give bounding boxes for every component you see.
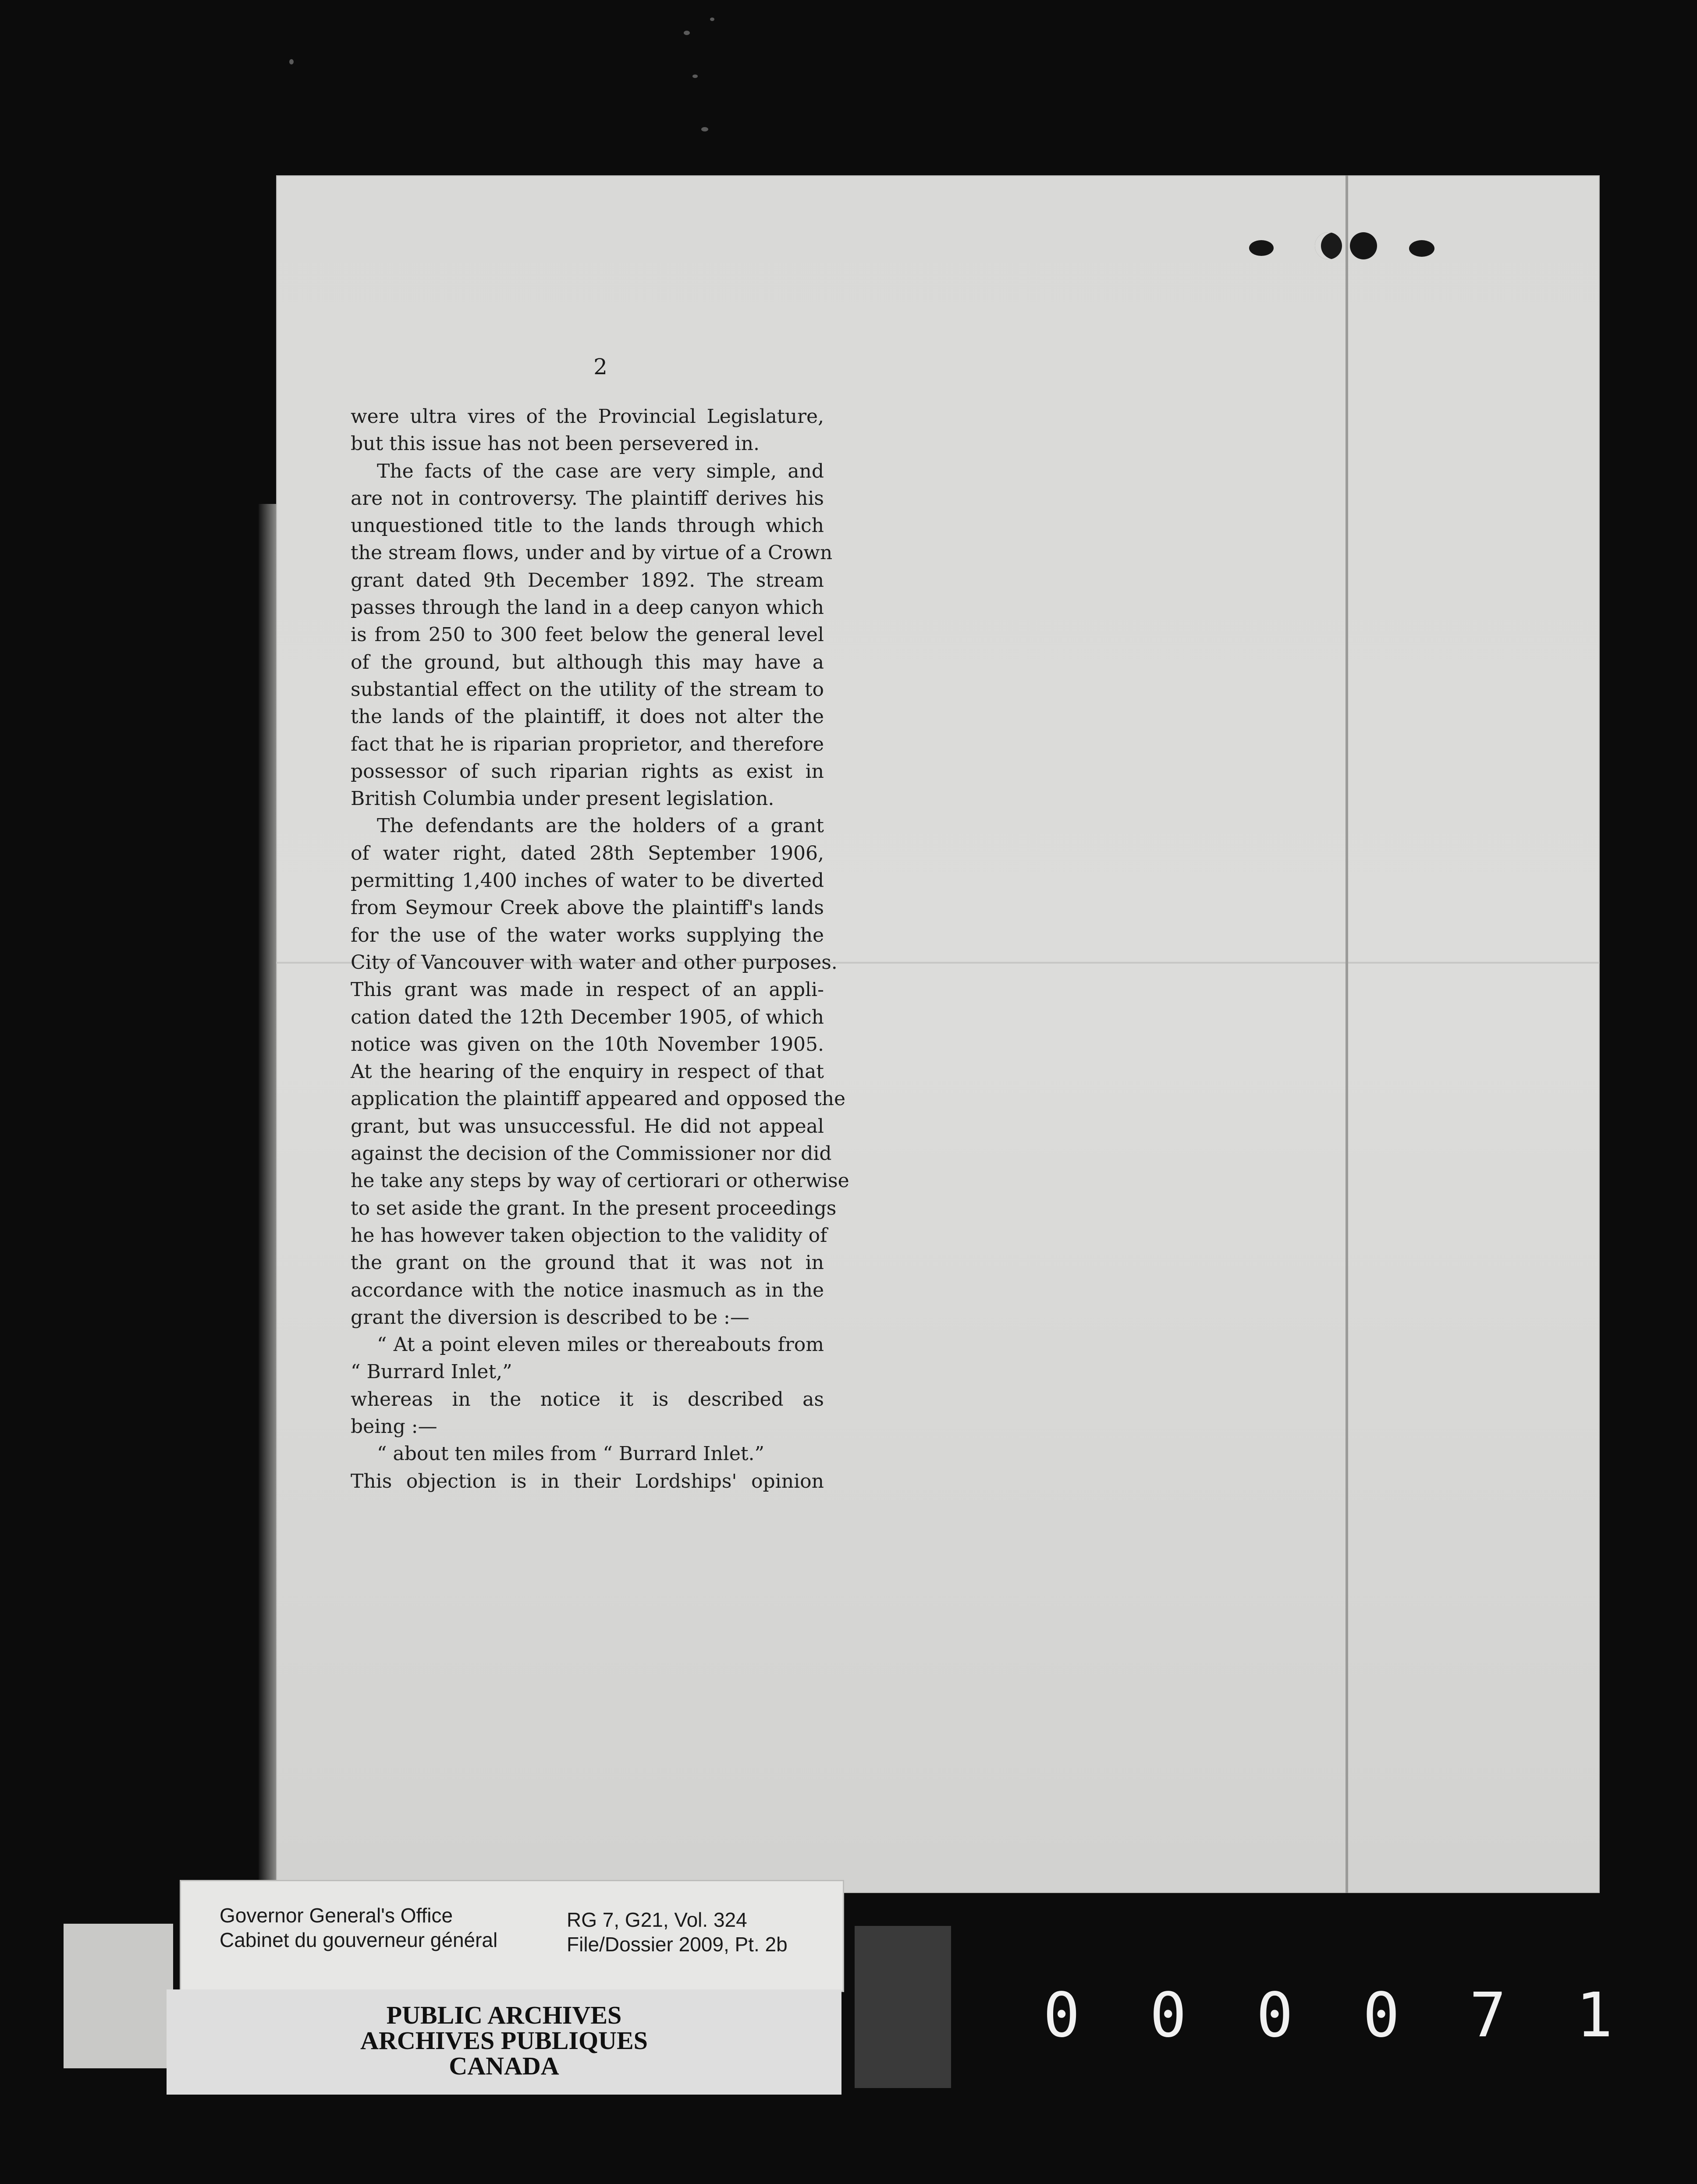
text-line: grant, but was unsuccessful. He did not appeal xyxy=(351,1115,824,1138)
file-number: File/Dossier 2009, Pt. 2b xyxy=(567,1933,788,1956)
film-leader-tab xyxy=(855,1926,951,2088)
archive-label-card xyxy=(180,1880,844,1992)
text-line: unquestioned title to the lands through which xyxy=(351,514,824,537)
text-line: of water right, dated 28th September 1906, xyxy=(351,842,824,865)
frame-digit: 0 xyxy=(1150,1980,1187,2051)
film-speck xyxy=(692,74,698,78)
text-line: substantial effect on the utility of the stream to xyxy=(351,678,824,701)
punch-hole xyxy=(1409,240,1434,257)
text-line: cation dated the 12th December 1905, of which xyxy=(351,1006,824,1028)
archives-stamp xyxy=(167,1989,841,2095)
text-line: the stream flows, under and by virtue of a Crown xyxy=(351,542,833,564)
text-line: to set aside the grant. In the present proceedings xyxy=(351,1197,837,1220)
text-line: he take any steps by way of certiorari or otherwise xyxy=(351,1170,849,1192)
text-line: the lands of the plaintiff, it does not alter the xyxy=(351,706,824,728)
archives-stamp-text xyxy=(167,2003,841,2079)
page-number: 2 xyxy=(593,354,607,379)
punch-hole xyxy=(1350,232,1377,259)
text-line: grant the diversion is described to be :— xyxy=(351,1306,749,1329)
text-line: from Seymour Creek above the plaintiff's lands xyxy=(351,897,824,919)
text-line: he has however taken objection to the validity of xyxy=(351,1224,827,1247)
text-line: “ about ten miles from “ Burrard Inlet.” xyxy=(377,1443,765,1465)
text-line: British Columbia under present legislation. xyxy=(351,787,774,810)
text-line: This objection is in their Lordships' opinion xyxy=(351,1470,824,1493)
text-line: are not in controversy. The plaintiff derives his xyxy=(351,487,824,510)
text-line: application the plaintiff appeared and opposed the xyxy=(351,1088,846,1110)
paper-edge-shadow xyxy=(259,504,276,1893)
film-speck xyxy=(684,31,690,35)
text-line: “ At a point eleven miles or thereabouts from xyxy=(377,1333,824,1356)
archives-line-country: CANADA xyxy=(449,2052,559,2080)
punch-hole xyxy=(1315,232,1342,259)
frame-digit: 0 xyxy=(1256,1980,1293,2051)
text-line: accordance with the notice inasmuch as in the xyxy=(351,1279,824,1301)
text-line: the grant on the ground that it was not in xyxy=(351,1252,824,1274)
film-speck xyxy=(289,59,294,64)
text-line: The facts of the case are very simple, and xyxy=(377,460,824,482)
text-line: fact that he is riparian proprietor, and therefore xyxy=(351,733,824,755)
office-name xyxy=(220,1903,497,1952)
text-line: of the ground, but although this may have a xyxy=(351,651,824,674)
text-line: City of Vancouver with water and other purposes. xyxy=(351,951,838,974)
text-line: passes through the land in a deep canyon which xyxy=(351,596,824,619)
frame-digit: 1 xyxy=(1576,1980,1613,2051)
text-line: This grant was made in respect of an appli- xyxy=(351,979,824,1001)
text-line: whereas in the notice it is described as xyxy=(351,1388,824,1411)
frame-digit: 7 xyxy=(1469,1980,1506,2051)
film-speck xyxy=(710,18,714,21)
archives-line-en: PUBLIC ARCHIVES xyxy=(386,2001,622,2029)
body-text xyxy=(351,403,849,1495)
text-line: notice was given on the 10th November 1905. xyxy=(351,1033,824,1056)
text-line: against the decision of the Commissioner nor did xyxy=(351,1142,832,1165)
punch-hole xyxy=(1249,240,1274,256)
text-line: “ Burrard Inlet,” xyxy=(351,1361,512,1383)
frame-number xyxy=(1043,1981,1613,2051)
text-line: permitting 1,400 inches of water to be diverted xyxy=(351,869,824,892)
text-line: being :— xyxy=(351,1415,437,1438)
frame-digit: 0 xyxy=(1363,1980,1400,2051)
vertical-fold-line xyxy=(1346,175,1348,1893)
record-group: RG 7, G21, Vol. 324 xyxy=(567,1908,747,1931)
text-line: The defendants are the holders of a grant xyxy=(377,815,824,837)
text-line: At the hearing of the enquiry in respect of that xyxy=(351,1060,824,1083)
text-line: possessor of such riparian rights as exist in xyxy=(351,760,824,783)
film-speck xyxy=(701,127,708,131)
text-line: for the use of the water works supplying the xyxy=(351,924,824,947)
frame-digit: 0 xyxy=(1043,1980,1080,2051)
punch-holes xyxy=(1245,228,1442,272)
text-line: grant dated 9th December 1892. The stream xyxy=(351,569,824,592)
film-leader-tab xyxy=(64,1924,173,2068)
text-line: but this issue has not been persevered in. xyxy=(351,433,760,455)
office-name-fr: Cabinet du gouverneur général xyxy=(220,1929,498,1951)
office-name-en: Governor General's Office xyxy=(220,1904,453,1927)
text-line: is from 250 to 300 feet below the general level xyxy=(351,624,824,646)
file-reference xyxy=(567,1907,788,1957)
archives-line-fr: ARCHIVES PUBLIQUES xyxy=(360,2026,648,2055)
text-line: were ultra vires of the Provincial Legislature, xyxy=(351,405,824,428)
